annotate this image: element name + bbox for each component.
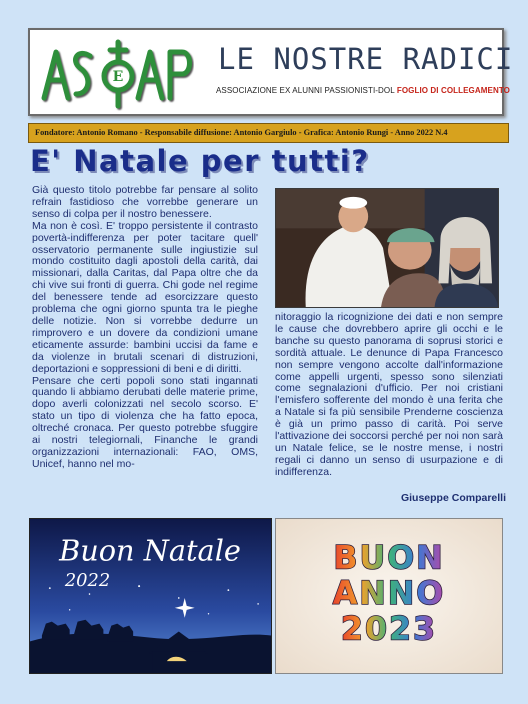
newsletter-title: LE NOSTRE RADICI bbox=[218, 42, 514, 76]
masthead bbox=[28, 28, 514, 116]
article-right-column bbox=[275, 312, 503, 479]
natale-greeting: Buon Natale bbox=[59, 533, 241, 568]
buon-anno-card bbox=[275, 518, 503, 674]
anno-line-1: BUON bbox=[333, 540, 445, 577]
article-paragraph: Pensare che certi popoli sono stati ingannati quando li abbiamo derubati delle materie prime, dopo averli colonizzati nel secolo scorso. E' stato un tipo di violenza che ha fatto epoca, oltreché cronaca. Per questo potrebbe sfuggire ai nostri telegiornali, Finanche le grandi organizzazioni internazionali: FAO, OMS, Unicef, hanno nel mo- bbox=[32, 374, 258, 470]
buon-natale-card bbox=[29, 518, 272, 674]
article-paragraph: Ma non è così. E' troppo persistente il contrasto povertà-indifferenza per poter tacitare quell' osservatorio permanente sulle ingiustizie sul mondo costituito dagli apostoli della carità, dai missionari, dalla Caritas, dal Papa oltre che da chi vive sui fronti di guerra. Chi gode nel regime del benessere tende ad esorcizzare questo problema che ogni giorno spunta tra le pieghe delle notizie. Non si vorrebbe dedurre un rimprovero e un dovere da condizioni umane eticamente assurde: bambini uccisi da fame e da violenze in brutali scenari di distruzioni, deportazioni e soppressioni di beni e di diritti. bbox=[32, 219, 258, 375]
anno-year: 2023 bbox=[340, 611, 438, 648]
newsletter-subtitle bbox=[216, 86, 511, 95]
association-logo bbox=[38, 36, 194, 112]
pope-embrace-photo bbox=[275, 188, 499, 308]
svg-text:E: E bbox=[112, 69, 124, 85]
article-paragraph: Già questo titolo potrebbe far pensare al solito refrain fastidioso che vorrebbe generare un senso di colpa per il nostro benessere. bbox=[32, 184, 258, 220]
article-left-column bbox=[32, 185, 258, 471]
association-name: ASSOCIAZIONE EX ALUNNI PASSIONISTI-DOL bbox=[216, 86, 397, 95]
article-title: E' Natale per tutti? bbox=[30, 144, 370, 178]
natale-year: 2022 bbox=[64, 570, 111, 592]
anno-line-2: ANNO bbox=[332, 575, 446, 612]
credits-bar: Fondatore: Antonio Romano - Responsabile diffusione: Antonio Gargiulo - Grafica: Antonio Rungi - Anno 2022 N.4 bbox=[28, 123, 509, 143]
newsletter-type: FOGLIO DI COLLEGAMENTO bbox=[396, 86, 511, 95]
article-paragraph: nitoraggio la ricognizione dei dati e non sempre le cause che dovrebbero aprire gli occhi e le banche su questo panorama di soprusi storici e sordità attuale. Le denunce di Papa Francesco non sempre vengono accolte dall'informazione come appelli urgenti, spesso sono silenziati come segnalazioni d'ufficio. Per noi cristiani l'emisfero sofferente del mondo è una ferita che a Natale si fa più sensibile Prenderne coscienza è già un primo passo di carità. Poi serve l'attivazione dei soccorsi perché per noi non sarà un Natale felice, se le nostre mense, i nostri regali ci danno un senso di usurpazione e di indifferenza. bbox=[275, 311, 503, 478]
article-author: Giuseppe Comparelli bbox=[400, 492, 506, 504]
